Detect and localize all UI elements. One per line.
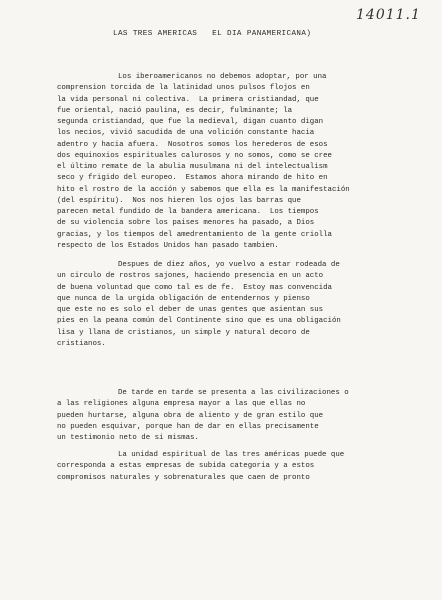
paragraph-1-line: segunda cristiandad, que fue la medieval, digan cuanto digan [57, 118, 324, 126]
paragraph-1-line: (del espíritu). Nos nos hieren los ojos las barras que [57, 196, 301, 205]
paragraph-1-line: comprension torcida de la latinidad unos pulsos flojos en [57, 84, 310, 93]
paragraph-1-line: adentro y hacia afuera. Nosotros somos los herederos de esos [57, 140, 328, 149]
paragraph-1-line: seco y frigido del europeo. Estamos ahora mirando de hito en [57, 174, 328, 183]
paragraph-3-line: De tarde en tarde se presenta a las civilizaciones o [118, 389, 349, 397]
paragraph-1-line: dos equinoxios espirituales calurosos y no somos, como se cree [57, 151, 332, 160]
paragraph-1-line: parecen metal fundido de la bandera americana. Los tiempos [57, 208, 319, 216]
paragraph-1-line: la vida personal ni colectiva. La primera cristiandad, que [57, 95, 319, 104]
paragraph-3-line: un testimonio neto de si mismas. [57, 434, 199, 442]
paragraph-4-line: compromisos naturales y sobrenaturales que caen de pronto [57, 473, 310, 482]
paragraph-1-line: hito el rostro de la acción y sabemos que ella es la manifestación [57, 185, 350, 194]
paragraph-2-line: un circulo de rostros sajones, haciendo presencia en un acto [57, 272, 324, 281]
paragraph-2-line: lisa y llana de cristianos, un simple y natural decoro de [57, 328, 310, 337]
paragraph-2-line: que nunca de la urgida obligación de entendernos y pienso [57, 294, 310, 303]
archive-reference-number: 14011.1 [356, 7, 421, 23]
paragraph-1-line: fue oriental, nació paulina, es decir, fulminante; la [57, 106, 293, 115]
paragraph-2-line: que este no es solo el deber de unas gentes que asientan sus [57, 306, 324, 314]
paragraph-3-line: a las religiones alguna empresa mayor a las que ellas no [57, 400, 306, 409]
paragraph-2-line: de buena voluntad que como tal es de fe. Estoy mas convencida [57, 283, 332, 292]
paragraph-1-line: de su violencia sobre los paises menores ha pasado, a Dios [57, 219, 315, 228]
paragraph-1-line: Los iberoamericanos no debemos adoptar, por una [118, 73, 327, 81]
paragraph-3-line: no pueden esquivar, porque han de dar en ellas precisamente [57, 422, 319, 431]
document-title: LAS TRES AMERICAS EL DIA PANAMERICANA) [113, 30, 312, 38]
paragraph-2-line: cristianos. [57, 339, 106, 348]
paragraph-1-line: el último remate de la abulia musulmana ni del intelectualism [57, 163, 328, 171]
paragraph-1-line: los necios, vivió sacudida de una volición constante hacia [57, 129, 315, 138]
paragraph-4-line: corresponda a estas empresas de subida categoria y a estos [57, 462, 315, 471]
paragraph-4-line: La unidad espiritual de las tres américas puede que [118, 451, 345, 459]
paragraph-1-line: respecto de los Estados Unidos han pasado tambien. [57, 241, 279, 250]
paragraph-3-line: pueden hurtarse, alguna obra de aliento y de gran estilo que [57, 411, 324, 420]
paragraph-1-line: gracias, y los tiempos del amedrentamiento de la gente criolla [57, 230, 332, 239]
paragraph-2-line: Despues de diez años, yo vuelvo a estar rodeada de [118, 261, 340, 269]
paragraph-2-line: pies en la peana común del Continente sino que es una obligación [57, 317, 341, 326]
